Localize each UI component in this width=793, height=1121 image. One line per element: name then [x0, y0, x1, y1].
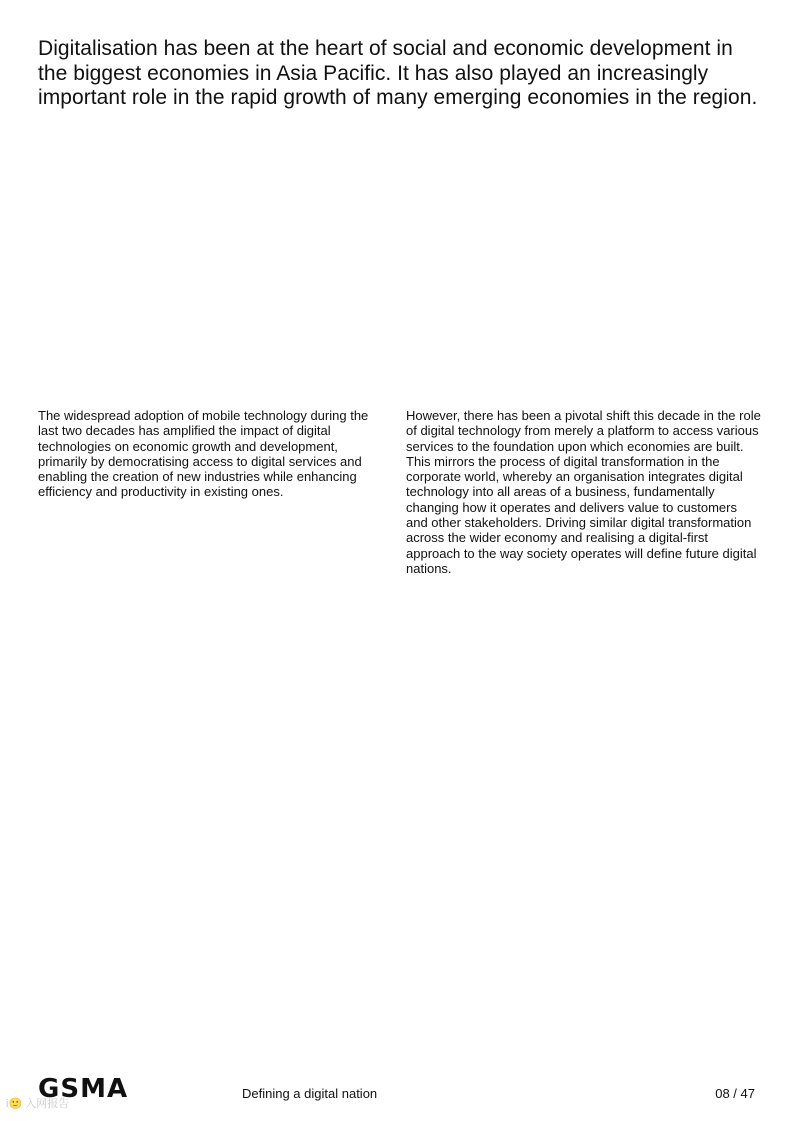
- body-paragraph-right: However, there has been a pivotal shift this decade in the role of digital technology from merely a platform to access various services to the foundation upon which economies are built. This mirrors the process of digital transformation in the corporate world, whereby an organisation integrates digital technology into all areas of a business, fundamentally changing how it operates and delivers value to customers and other stakeholders. Driving similar digital transformation across the wider economy and realising a digital-first approach to the way society operates will define future digital nations.: [406, 408, 761, 576]
- watermark: i🙂 入网报告: [6, 1098, 70, 1110]
- gsma-logo: GSMA: [38, 1074, 129, 1104]
- body-paragraph-left: The widespread adoption of mobile technology during the last two decades has amplified the impact of digital technologies on economic growth and development, primarily by democratising access to digital services and enabling the creation of new industries while enhancing efficiency and productivity in existing ones.: [38, 408, 369, 500]
- page-number: 08 / 47: [715, 1086, 755, 1101]
- intro-paragraph: Digitalisation has been at the heart of social and economic development in the biggest economies in Asia Pacific. It has also played an increasingly important role in the rapid growth of many emerging economies in the region.: [38, 37, 758, 109]
- document-title: Defining a digital nation: [242, 1086, 378, 1101]
